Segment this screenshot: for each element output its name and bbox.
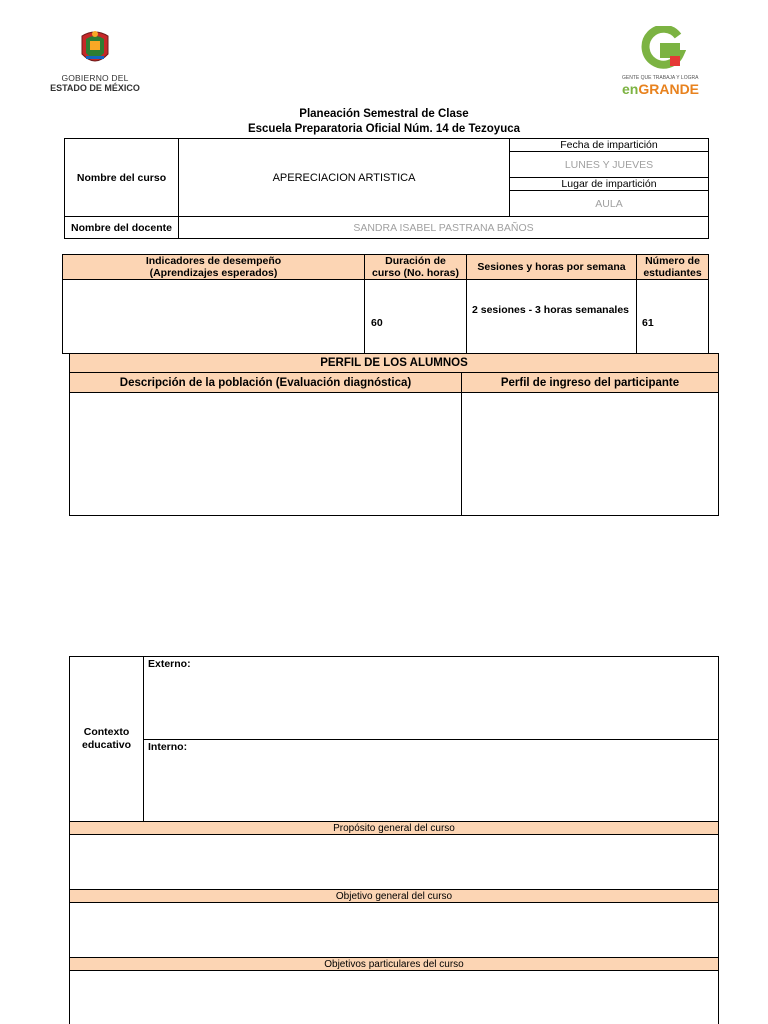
internal-context-cell	[144, 740, 719, 822]
date-label: Fecha de impartición	[510, 139, 709, 152]
students-header	[637, 255, 709, 280]
indicators-header-line2: (Aprendizajes esperados)	[149, 267, 278, 280]
context-label	[70, 657, 144, 822]
logo-tagline: GENTE QUE TRABAJA Y LOGRA	[622, 75, 699, 81]
teacher-value: SANDRA ISABEL PASTRANA BAÑOS	[179, 217, 709, 239]
logo-word-grande: GRANDE	[638, 81, 700, 97]
population-description-header: Descripción de la población (Evaluación diagnóstica)	[70, 373, 462, 393]
indicators-header-line1: Indicadores de desempeño	[145, 255, 282, 267]
population-description-cell	[70, 393, 462, 516]
students-header-line1: Número de	[645, 255, 700, 267]
students-value: 61	[637, 280, 709, 354]
logo-word-en: en	[622, 81, 639, 97]
place-value: AULA	[510, 191, 709, 217]
duration-header	[365, 255, 467, 280]
logo-wordmark	[622, 81, 699, 97]
indicators-cell	[63, 280, 365, 354]
external-label: Externo:	[148, 658, 191, 670]
gobierno-estado-mexico-logo	[40, 24, 150, 98]
document-title: Planeación Semestral de Clase	[299, 108, 469, 120]
general-purpose-cell	[70, 835, 719, 890]
internal-label: Interno:	[148, 741, 188, 753]
place-label: Lugar de impartición	[510, 178, 709, 191]
course-name-label: Nombre del curso	[65, 139, 179, 217]
g-logo-icon	[640, 26, 686, 72]
particular-objectives-cell	[70, 971, 719, 1024]
indicators-header	[63, 255, 365, 280]
course-info-table	[64, 138, 709, 239]
external-context-cell	[144, 657, 719, 740]
profile-title: PERFIL DE LOS ALUMNOS	[70, 354, 719, 373]
logo-line1: GOBIERNO DEL	[61, 73, 129, 83]
particular-objectives-header: Objetivos particulares del curso	[70, 958, 719, 971]
sessions-value: 2 sesiones - 3 horas semanales	[467, 280, 637, 354]
general-objective-header: Objetivo general del curso	[70, 890, 719, 903]
general-purpose-header: Propósito general del curso	[70, 822, 719, 835]
entry-profile-cell	[462, 393, 719, 516]
indicators-table	[62, 254, 709, 354]
entry-profile-header: Perfil de ingreso del participante	[462, 373, 719, 393]
course-name-value: APERECIACION ARTISTICA	[179, 139, 510, 217]
students-header-line2: estudiantes	[643, 267, 702, 280]
engrande-logo	[618, 26, 712, 98]
school-name: Escuela Preparatoria Oficial Núm. 14 de Tezoyuca	[247, 123, 521, 135]
duration-value: 60	[365, 280, 467, 354]
context-label-line1: Contexto	[83, 725, 130, 738]
educational-context-table	[69, 656, 719, 1024]
date-value: LUNES Y JUEVES	[510, 152, 709, 178]
teacher-label: Nombre del docente	[65, 217, 179, 239]
student-profile-table	[69, 353, 719, 516]
duration-header-line1: Duración de	[385, 255, 446, 267]
coat-of-arms-icon	[76, 28, 114, 70]
context-label-line2: educativo	[81, 739, 131, 751]
sessions-header: Sesiones y horas por semana	[467, 255, 637, 280]
general-objective-cell	[70, 903, 719, 958]
duration-header-line2: curso (No. horas)	[372, 267, 459, 280]
logo-line2: ESTADO DE MÉXICO	[50, 83, 140, 93]
